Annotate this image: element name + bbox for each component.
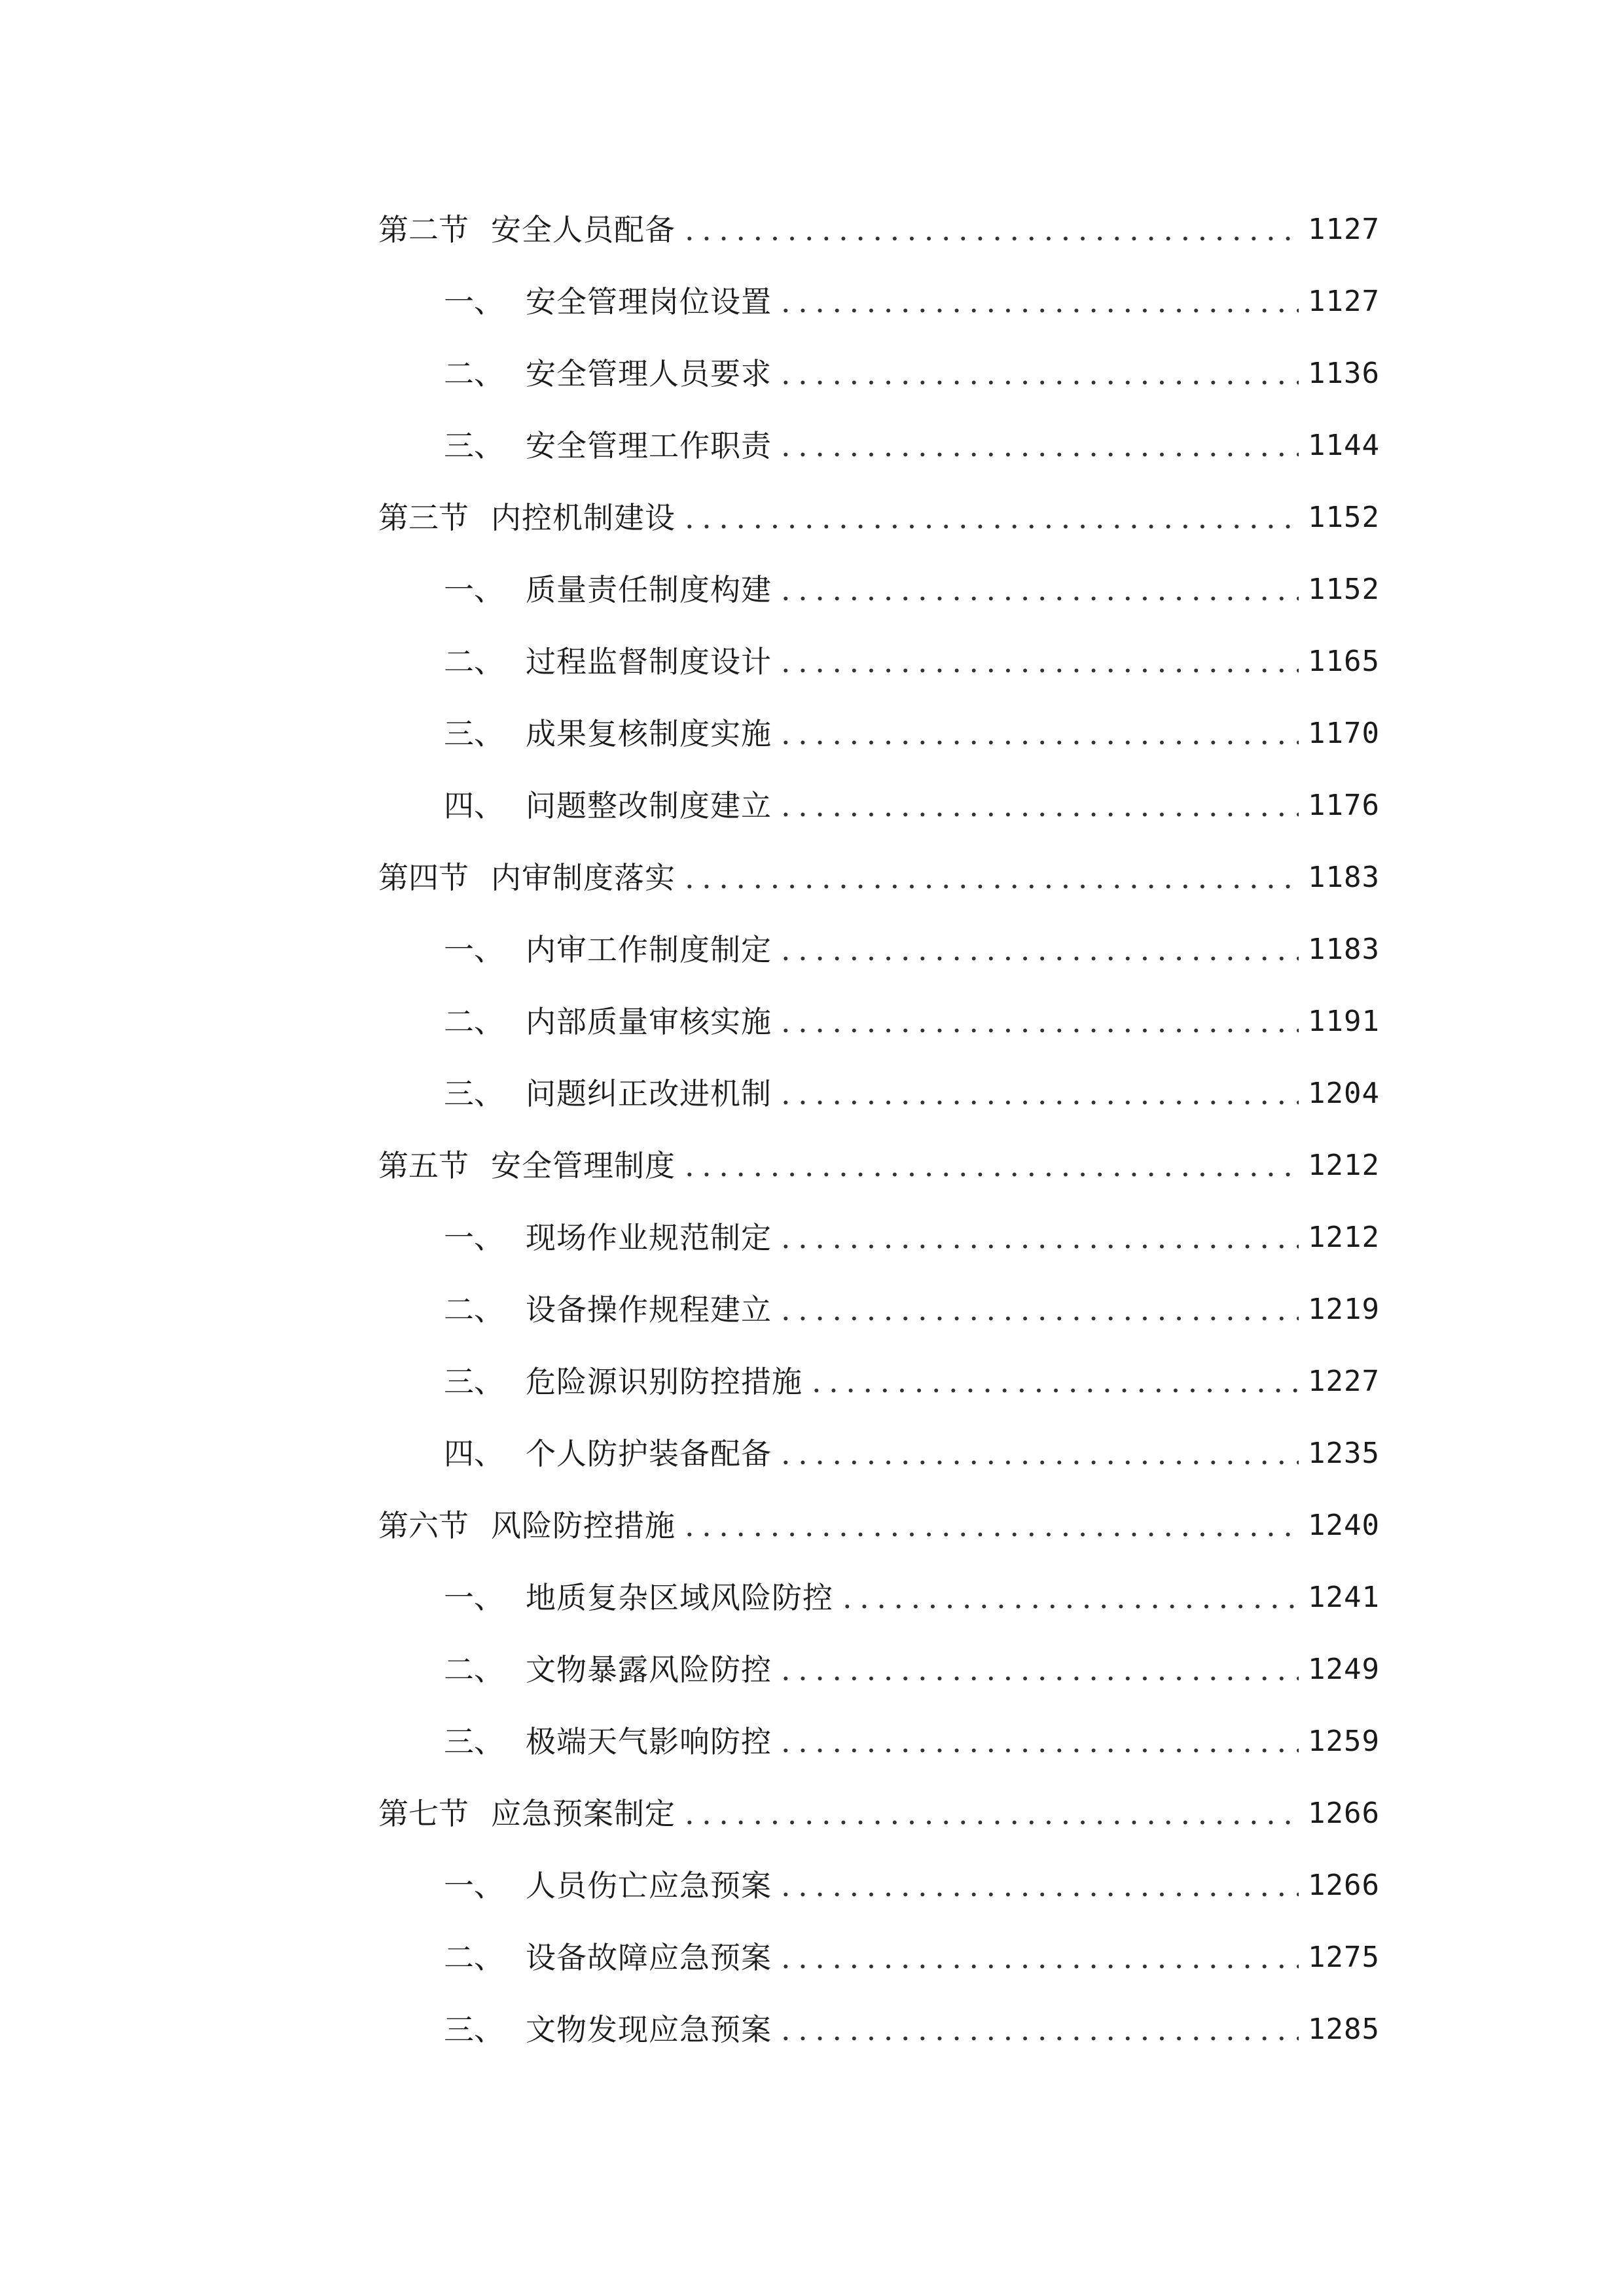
toc-page-number: 1165	[1308, 645, 1380, 678]
toc-page-number: 1266	[1308, 1797, 1380, 1830]
toc-entry-title: 内审制度落实	[491, 860, 676, 895]
toc-dot-leader	[781, 1418, 1299, 1490]
toc-page-number: 1127	[1308, 285, 1380, 318]
toc-section-entry[interactable]	[378, 1130, 1380, 1202]
toc-entry-title: 内审工作制度制定	[526, 932, 772, 967]
toc-subsection-entry[interactable]	[378, 626, 1380, 698]
toc-page-number: 1219	[1308, 1293, 1380, 1326]
toc-entry-title: 应急预案制定	[491, 1796, 676, 1831]
toc-subsection-entry[interactable]	[378, 1922, 1380, 1994]
toc-page-number: 1212	[1308, 1221, 1380, 1254]
toc-dot-leader	[781, 410, 1299, 482]
toc-page-number: 1152	[1308, 573, 1380, 606]
toc-dot-leader	[685, 194, 1299, 266]
toc-page-number: 1266	[1308, 1869, 1380, 1902]
toc-page-number: 1259	[1308, 1725, 1380, 1758]
toc-dot-leader	[781, 1058, 1299, 1130]
toc-entry-number: 第三节	[378, 500, 469, 535]
toc-entry-number: 第七节	[378, 1796, 469, 1831]
toc-subsection-entry[interactable]	[378, 266, 1380, 338]
toc-entry-title: 危险源识别防控措施	[526, 1364, 803, 1399]
toc-entry-number: 一、	[444, 1220, 504, 1255]
toc-entry-number: 二、	[444, 1652, 504, 1687]
toc-entry-number: 二、	[444, 1004, 504, 1039]
toc-dot-leader	[842, 1562, 1299, 1634]
toc-entry-title: 安全管理岗位设置	[526, 284, 772, 319]
toc-entry-title: 内控机制建设	[491, 500, 676, 535]
toc-entry-title: 安全管理人员要求	[526, 356, 772, 391]
toc-entry-title: 安全人员配备	[491, 212, 676, 247]
toc-page-number: 1191	[1308, 1005, 1380, 1038]
toc-entry-number: 三、	[444, 2012, 504, 2047]
toc-dot-leader	[685, 1130, 1299, 1202]
toc-entry-number: 一、	[444, 1868, 504, 1903]
toc-entry-number: 三、	[444, 716, 504, 751]
toc-dot-leader	[781, 1850, 1299, 1922]
toc-dot-leader	[781, 1922, 1299, 1994]
toc-entry-number: 二、	[444, 644, 504, 679]
toc-section-entry[interactable]	[378, 194, 1380, 266]
toc-entry-title: 设备故障应急预案	[526, 1940, 772, 1975]
toc-dot-leader	[781, 914, 1299, 986]
toc-subsection-entry[interactable]	[378, 986, 1380, 1058]
toc-subsection-entry[interactable]	[378, 698, 1380, 770]
toc-entry-title: 问题纠正改进机制	[526, 1076, 772, 1111]
toc-subsection-entry[interactable]	[378, 1994, 1380, 2066]
toc-subsection-entry[interactable]	[378, 1058, 1380, 1130]
toc-entry-number: 三、	[444, 1076, 504, 1111]
toc-entry-number: 三、	[444, 428, 504, 463]
toc-dot-leader	[781, 1202, 1299, 1274]
toc-section-entry[interactable]	[378, 1778, 1380, 1850]
toc-dot-leader	[781, 1634, 1299, 1706]
toc-dot-leader	[781, 770, 1299, 842]
toc-dot-leader	[781, 626, 1299, 698]
toc-page-number: 1144	[1308, 429, 1380, 462]
toc-section-entry[interactable]	[378, 842, 1380, 914]
toc-page-number: 1275	[1308, 1941, 1380, 1974]
toc-dot-leader	[781, 698, 1299, 770]
toc-entry-number: 第二节	[378, 212, 469, 247]
toc-subsection-entry[interactable]	[378, 1850, 1380, 1922]
toc-entry-title: 成果复核制度实施	[526, 716, 772, 751]
toc-dot-leader	[685, 842, 1299, 914]
toc-entry-title: 安全管理工作职责	[526, 428, 772, 463]
toc-dot-leader	[781, 338, 1299, 410]
toc-page-number: 1241	[1308, 1581, 1380, 1614]
toc-entry-title: 设备操作规程建立	[526, 1292, 772, 1327]
toc-dot-leader	[685, 1778, 1299, 1850]
toc-dot-leader	[812, 1346, 1299, 1418]
toc-subsection-entry[interactable]	[378, 1346, 1380, 1418]
table-of-contents	[378, 194, 1380, 2066]
toc-entry-number: 四、	[444, 1436, 504, 1471]
toc-entry-number: 二、	[444, 1292, 504, 1327]
toc-entry-number: 第四节	[378, 860, 469, 895]
toc-entry-title: 人员伤亡应急预案	[526, 1868, 772, 1903]
toc-page-number: 1285	[1308, 2013, 1380, 2046]
toc-page-number: 1212	[1308, 1149, 1380, 1182]
toc-page-number: 1170	[1308, 717, 1380, 750]
toc-page-number: 1176	[1308, 789, 1380, 822]
toc-entry-title: 地质复杂区域风险防控	[526, 1580, 833, 1615]
toc-subsection-entry[interactable]	[378, 1274, 1380, 1346]
toc-entry-title: 个人防护装备配备	[526, 1436, 772, 1471]
toc-subsection-entry[interactable]	[378, 410, 1380, 482]
toc-subsection-entry[interactable]	[378, 1562, 1380, 1634]
toc-subsection-entry[interactable]	[378, 1202, 1380, 1274]
toc-page-number: 1227	[1308, 1365, 1380, 1398]
toc-page-number: 1127	[1308, 213, 1380, 246]
toc-dot-leader	[685, 482, 1299, 554]
toc-dot-leader	[781, 266, 1299, 338]
toc-subsection-entry[interactable]	[378, 914, 1380, 986]
toc-page-number: 1136	[1308, 357, 1380, 390]
toc-dot-leader	[781, 1706, 1299, 1778]
toc-entry-title: 现场作业规范制定	[526, 1220, 772, 1255]
toc-subsection-entry[interactable]	[378, 1706, 1380, 1778]
toc-entry-number: 三、	[444, 1724, 504, 1759]
toc-entry-number: 二、	[444, 1940, 504, 1975]
toc-section-entry[interactable]	[378, 482, 1380, 554]
toc-entry-number: 一、	[444, 1580, 504, 1615]
toc-entry-title: 文物暴露风险防控	[526, 1652, 772, 1687]
toc-page-number: 1183	[1308, 933, 1380, 966]
toc-page-number: 1249	[1308, 1653, 1380, 1686]
toc-entry-title: 问题整改制度建立	[526, 788, 772, 823]
toc-subsection-entry[interactable]	[378, 1418, 1380, 1490]
toc-subsection-entry[interactable]	[378, 338, 1380, 410]
toc-entry-number: 四、	[444, 788, 504, 823]
toc-entry-number: 第六节	[378, 1508, 469, 1543]
toc-entry-title: 过程监督制度设计	[526, 644, 772, 679]
toc-entry-title: 内部质量审核实施	[526, 1004, 772, 1039]
toc-page-number: 1204	[1308, 1077, 1380, 1110]
toc-page-number: 1240	[1308, 1509, 1380, 1542]
toc-entry-number: 一、	[444, 932, 504, 967]
toc-page-number: 1235	[1308, 1437, 1380, 1470]
toc-entry-title: 安全管理制度	[491, 1148, 676, 1183]
toc-dot-leader	[685, 1490, 1299, 1562]
toc-subsection-entry[interactable]	[378, 1634, 1380, 1706]
toc-dot-leader	[781, 986, 1299, 1058]
toc-entry-title: 风险防控措施	[491, 1508, 676, 1543]
toc-entry-number: 一、	[444, 284, 504, 319]
toc-entry-title: 质量责任制度构建	[526, 572, 772, 607]
toc-page-number: 1183	[1308, 861, 1380, 894]
toc-entry-title: 文物发现应急预案	[526, 2012, 772, 2047]
toc-subsection-entry[interactable]	[378, 554, 1380, 626]
toc-dot-leader	[781, 1994, 1299, 2066]
toc-dot-leader	[781, 554, 1299, 626]
toc-entry-number: 第五节	[378, 1148, 469, 1183]
toc-dot-leader	[781, 1274, 1299, 1346]
toc-entry-number: 三、	[444, 1364, 504, 1399]
toc-page-number: 1152	[1308, 501, 1380, 534]
toc-entry-number: 二、	[444, 356, 504, 391]
toc-entry-title: 极端天气影响防控	[526, 1724, 772, 1759]
toc-subsection-entry[interactable]	[378, 770, 1380, 842]
toc-entry-number: 一、	[444, 572, 504, 607]
toc-section-entry[interactable]	[378, 1490, 1380, 1562]
